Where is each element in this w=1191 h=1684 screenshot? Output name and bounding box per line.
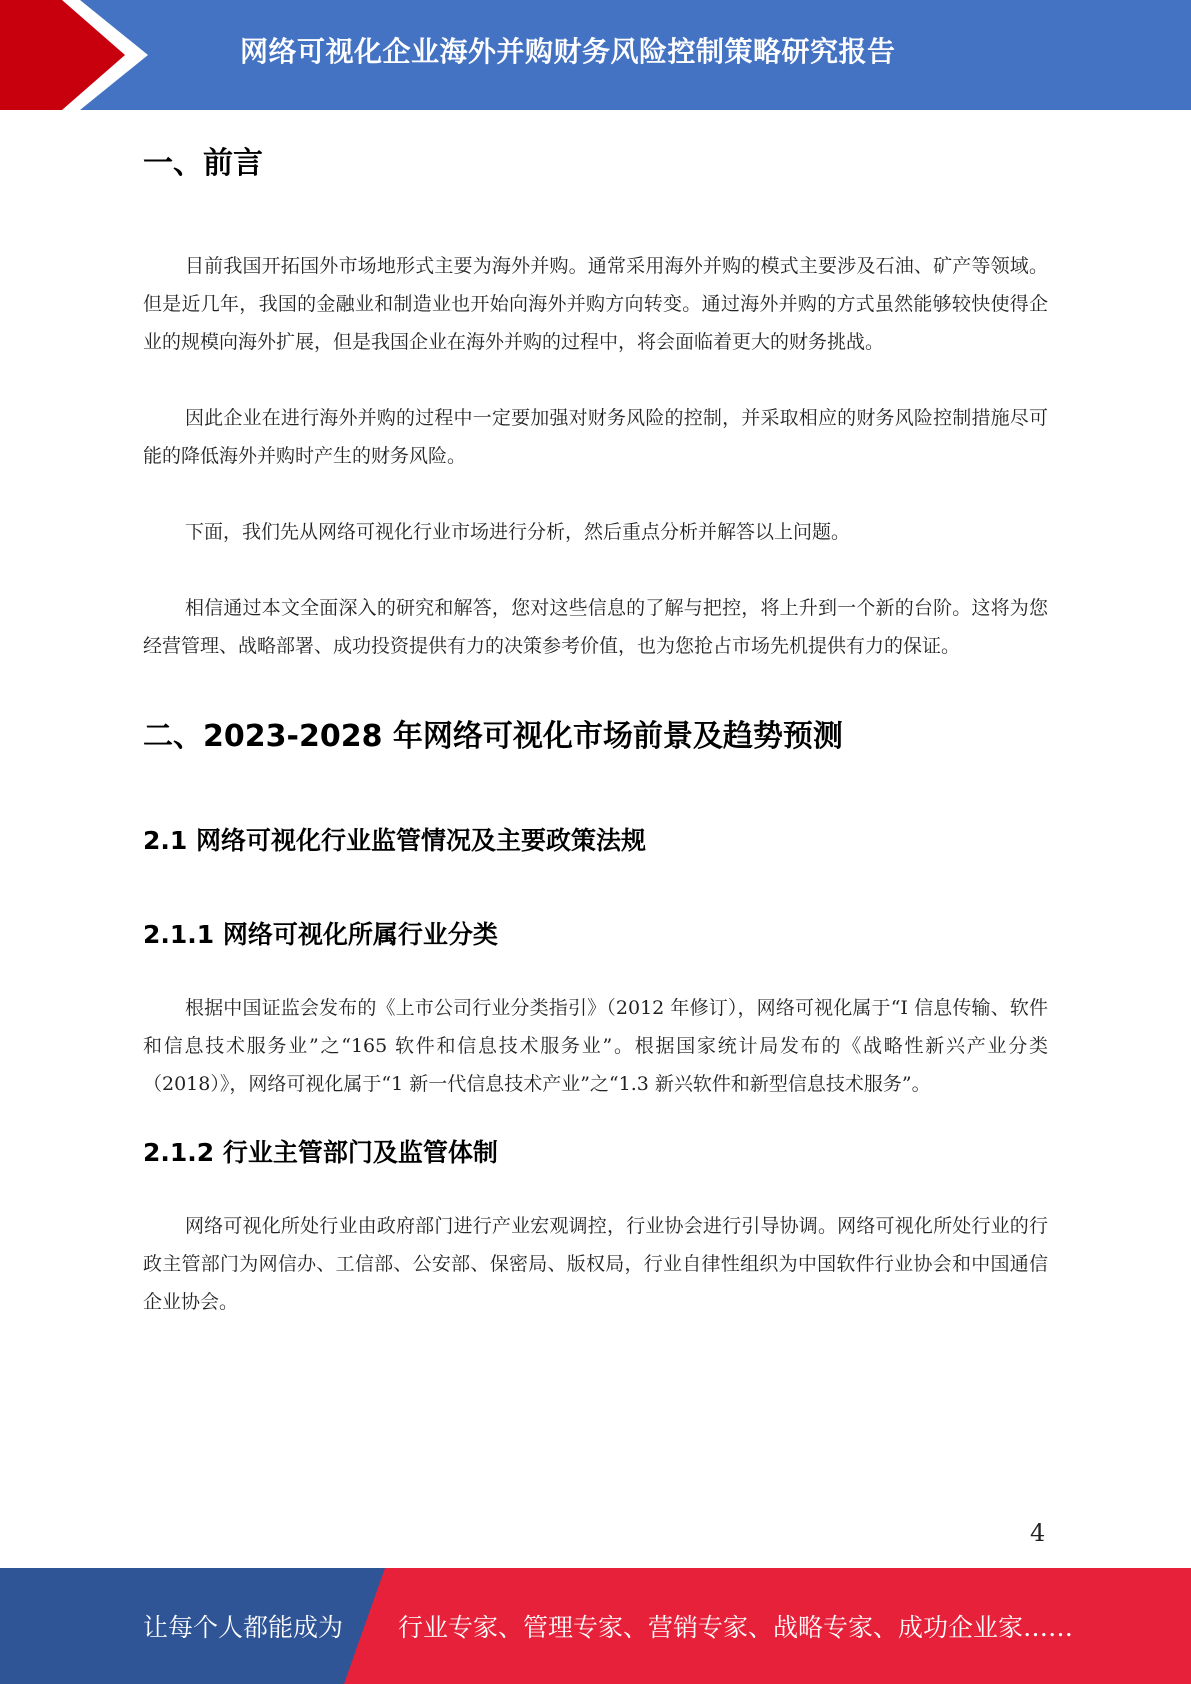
paragraph: 根据中国证监会发布的《上市公司行业分类指引》（2012 年修订），网络可视化属于“I 信息传输、软件和信息技术服务业”之“165 软件和信息技术服务业”。根据国家统计局发布的《战略性新兴产业分类（2018）》，网络可视化属于“1 新一代信息技术产业”之“1.3 新兴软件和新型信息技术服务”。 — [143, 997, 1048, 1095]
header-banner — [0, 0, 1191, 110]
subsection-heading-authorities: 2.1.2 行业主管部门及监管体制 — [143, 1138, 498, 1167]
subsection-heading-regulation: 2.1 网络可视化行业监管情况及主要政策法规 — [143, 826, 646, 855]
paragraph: 下面，我们先从网络可视化行业市场进行分析，然后重点分析并解答以上问题。 — [185, 521, 851, 543]
footer-banner — [0, 1568, 1191, 1684]
footer-slogan-left: 让每个人都能成为 — [143, 1613, 344, 1642]
paragraph: 因此企业在进行海外并购的过程中一定要加强对财务风险的控制，并采取相应的财务风险控制措施尽可能的降低海外并购时产生的财务风险。 — [143, 407, 1048, 467]
footer-slogan-right: 行业专家、管理专家、营销专家、战略专家、成功企业家…… — [398, 1613, 1074, 1642]
section-heading-forecast: 二、2023-2028 年网络可视化市场前景及趋势预测 — [143, 719, 843, 754]
header-arrow-graphic — [0, 0, 160, 110]
paragraph: 网络可视化所处行业由政府部门进行产业宏观调控，行业协会进行引导协调。网络可视化所处行业的行政主管部门为网信办、工信部、公安部、保密局、版权局，行业自律性组织为中国软件行业协会和中国通信企业协会。 — [143, 1215, 1048, 1313]
section-heading-preface: 一、前言 — [143, 146, 263, 181]
paragraph: 目前我国开拓国外市场地形式主要为海外并购。通常采用海外并购的模式主要涉及石油、矿产等领域。但是近几年，我国的金融业和制造业也开始向海外并购方向转变。通过海外并购的方式虽然能够较快使得企业的规模向海外扩展，但是我国企业在海外并购的过程中，将会面临着更大的财务挑战。 — [143, 255, 1048, 353]
page-number: 4 — [1030, 1519, 1046, 1547]
document-body — [143, 138, 1048, 1321]
paragraph: 相信通过本文全面深入的研究和解答，您对这些信息的了解与把控，将上升到一个新的台阶。这将为您经营管理、战略部署、成功投资提供有力的决策参考价值，也为您抢占市场先机提供有力的保证。 — [143, 597, 1048, 657]
subsection-heading-classification: 2.1.1 网络可视化所属行业分类 — [143, 920, 498, 949]
report-title: 网络可视化企业海外并购财务风险控制策略研究报告 — [240, 35, 896, 68]
